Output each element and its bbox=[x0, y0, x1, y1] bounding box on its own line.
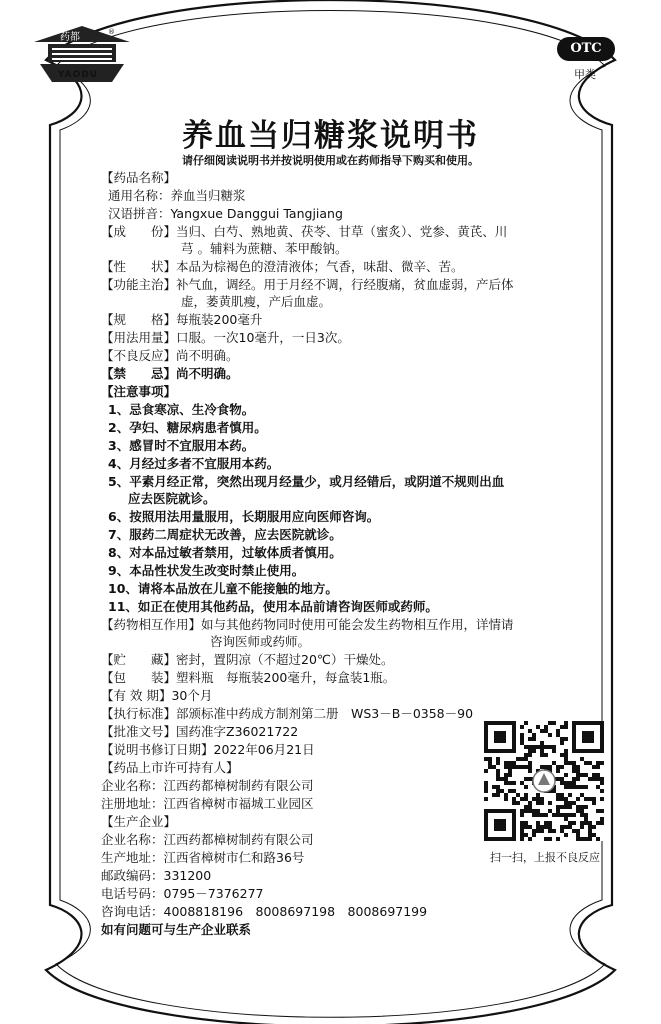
precaution-item: 6、按照用法用量服用，长期服用应向医师咨询。 bbox=[108, 509, 380, 524]
reading-notice: 请仔细阅读说明书并按说明使用或在药师指导下购买和使用。 bbox=[182, 154, 479, 167]
precaution-item: 9、本品性状发生改变时禁止使用。 bbox=[108, 563, 305, 578]
revision-date: 【说明书修订日期】2022年06月21日 bbox=[101, 742, 315, 757]
document-title: 养血当归糖浆说明书 bbox=[182, 118, 479, 154]
contact-note: 如有问题可与生产企业联系 bbox=[101, 922, 252, 937]
precautions-header: 【注意事项】 bbox=[101, 384, 177, 399]
postcode: 邮政编码：331200 bbox=[101, 868, 212, 883]
manufacturer-header: 【生产企业】 bbox=[101, 814, 177, 829]
precaution-item: 3、感冒时不宜服用本药。 bbox=[108, 438, 255, 453]
contraindications: 【禁 忌】尚不明确。 bbox=[101, 366, 239, 381]
indications-continued: 虚，萎黄肌瘦，产后血虚。 bbox=[181, 294, 332, 309]
qr-code[interactable] bbox=[484, 721, 604, 841]
package: 【包 装】塑料瓶 每瓶装200毫升，每盒装1瓶。 bbox=[101, 670, 396, 685]
usage-dosage: 【用法用量】口服。一次10毫升，一日3次。 bbox=[101, 330, 350, 345]
drug-interactions-continued: 咨询医师或药师。 bbox=[210, 634, 311, 649]
ingredients-continued: 芎 。辅料为蔗糖、苯甲酸钠。 bbox=[181, 241, 348, 256]
adverse-reactions: 【不良反应】尚不明确。 bbox=[101, 348, 239, 363]
precaution-item: 10、请将本品放在儿童不能接触的地方。 bbox=[108, 581, 338, 596]
precaution-item: 5、平素月经正常，突然出现月经量少，或月经错后，或阴道不规则出血 bbox=[108, 474, 505, 489]
manufacturer-address: 生产地址：江西省樟树市仁和路36号 bbox=[101, 850, 305, 865]
precaution-item: 7、服药二周症状无改善，应去医院就诊。 bbox=[108, 527, 342, 542]
otc-badge: OTC bbox=[557, 37, 615, 61]
precaution-item: 8、对本品过敏者禁用，过敏体质者慎用。 bbox=[108, 545, 342, 560]
drug-interactions: 【药物相互作用】如与其他药物同时使用可能会发生药物相互作用，详情请 bbox=[101, 617, 514, 632]
validity: 【有 效 期】30个月 bbox=[101, 688, 213, 703]
license-holder-header: 【药品上市许可持有人】 bbox=[101, 760, 239, 775]
holder-address: 注册地址：江西省樟树市福城工业园区 bbox=[101, 796, 314, 811]
registered-mark: ® bbox=[108, 28, 115, 36]
precaution-item-continued: 应去医院就诊。 bbox=[128, 491, 216, 506]
otc-grade: 甲类 bbox=[574, 68, 596, 81]
precaution-item: 2、孕妇、糖尿病患者慎用。 bbox=[108, 420, 267, 435]
logo-latin: YAODU bbox=[58, 70, 99, 80]
approval-number: 【批准文号】国药准字Z36021722 bbox=[101, 724, 299, 739]
specification: 【规 格】每瓶装200毫升 bbox=[101, 312, 263, 327]
precaution-item: 11、如正在使用其他药品，使用本品前请咨询医师或药师。 bbox=[108, 599, 438, 614]
standard: 【执行标准】部颁标准中药成方制剂第二册 WS3－B－0358－90 bbox=[101, 706, 474, 721]
drug-name-header: 【药品名称】 bbox=[101, 170, 177, 185]
generic-name: 通用名称：养血当归糖浆 bbox=[108, 188, 246, 203]
ingredients: 【成 份】当归、白芍、熟地黄、茯苓、甘草（蜜炙）、党参、黄芪、川 bbox=[101, 224, 508, 239]
precaution-item: 1、忌食寒凉、生冷食物。 bbox=[108, 402, 255, 417]
character: 【性 状】本品为棕褐色的澄清液体；气香，味甜、微辛、苦。 bbox=[101, 259, 464, 274]
indications: 【功能主治】补气血，调经。用于月经不调，行经腹痛，贫血虚弱，产后体 bbox=[101, 277, 514, 292]
precaution-item: 4、月经过多者不宜服用本药。 bbox=[108, 456, 280, 471]
pinyin-name: 汉语拼音：Yangxue Danggui Tangjiang bbox=[108, 206, 343, 221]
consult-phone: 咨询电话：4008818196 8008697198 8008697199 bbox=[101, 904, 428, 919]
manufacturer-company: 企业名称：江西药都樟树制药有限公司 bbox=[101, 832, 314, 847]
storage: 【贮 藏】密封，置阴凉（不超过20℃）干燥处。 bbox=[101, 652, 394, 667]
qr-caption: 扫一扫，上报不良反应 bbox=[490, 851, 600, 864]
phone: 电话号码：0795－7376277 bbox=[101, 886, 264, 901]
logo-emblem bbox=[22, 20, 142, 92]
holder-company: 企业名称：江西药都樟树制药有限公司 bbox=[101, 778, 314, 793]
logo-text: 药都 bbox=[60, 32, 80, 43]
